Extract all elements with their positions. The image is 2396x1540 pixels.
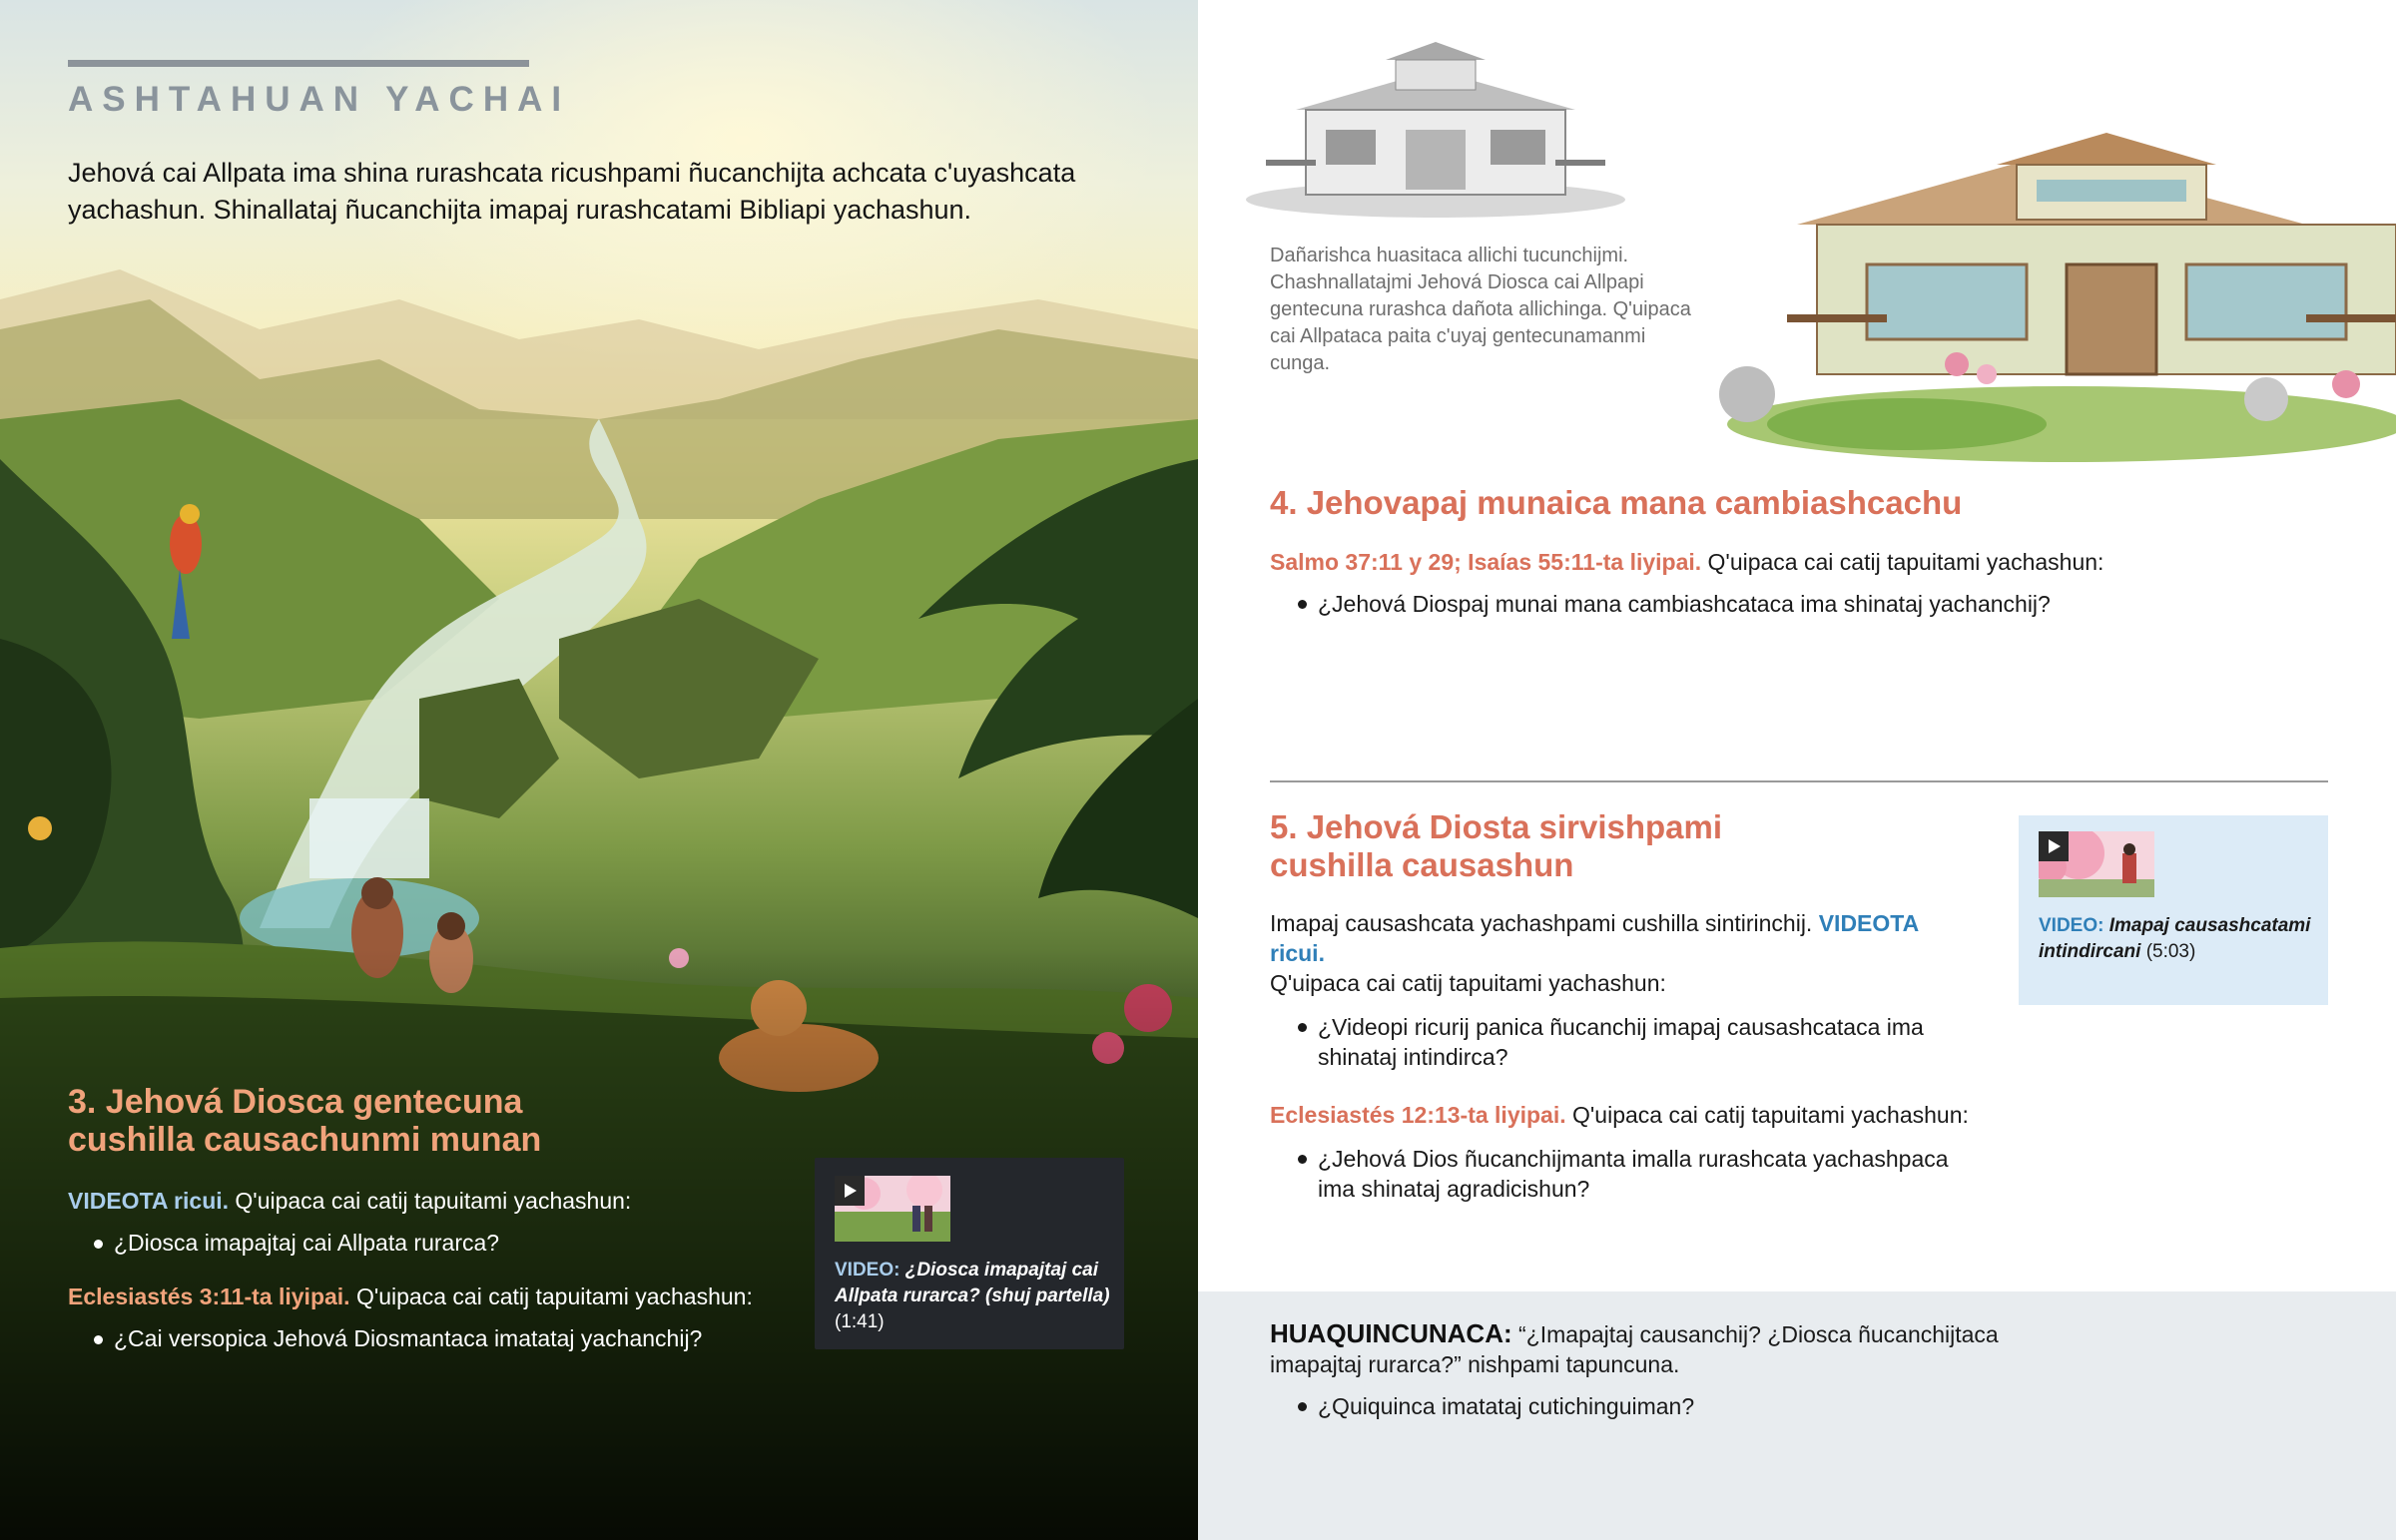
video-title[interactable]: ¿Diosca imapajtaj cai Allpata rurarca? (shuj partella) (835, 1260, 1110, 1306)
watch-video-link[interactable]: VIDEOTA ricui. (1270, 910, 1919, 966)
section-3-title-line2: cushilla causachunmi munan (68, 1121, 542, 1159)
section-4-body (1270, 547, 2328, 619)
video-caption: VIDEO: ¿Diosca imapajtaj cai Allpata rurarca? (shuj partella) (1:41) (835, 1260, 1110, 1332)
section-4-question-1: ¿Jehová Diospaj munai mana cambiashcataca ima shinataj yachanchij? (1270, 589, 2328, 619)
right-page (1198, 0, 2396, 1540)
section-divider (1270, 780, 2328, 782)
house-caption: Dañarishca huasitaca allichi tucunchijmi. Chashnallatajmi Jehová Diosca cai Allpapi gentecuna rurashca dañota allichinga. Q'uipaca cai Allpataca paita c'uyaj gentecunamanmi cunga. (1270, 245, 1691, 374)
section-5-body (1270, 908, 1969, 1204)
section-5-title-line1: 5. Jehová Diosta sirvishpami (1270, 808, 1723, 845)
section-5-title (1270, 808, 1829, 884)
section-3-instruction-1: VIDEOTA ricui. Q'uipaca cai catij tapuitami yachashun: (68, 1188, 632, 1214)
play-icon[interactable] (2039, 831, 2069, 861)
section-3-question-2: ¿Cai versopica Jehová Diosmantaca imatataj yachanchij? (68, 1321, 807, 1355)
section-4-title: 4. Jehovapaj munaica mana cambiashcachu (1270, 484, 1963, 521)
topic-title: ASHTAHUAN YACHAI (68, 80, 571, 119)
scripture-link-ecclesiastes-12-13[interactable]: Eclesiastés 12:13-ta liyipai. (1270, 1102, 1566, 1128)
section-5-question-1: ¿Videopi ricurij panica ñucanchij imapaj causashcataca ima shinataj intindirca? (1270, 1012, 1969, 1072)
summary-text (1270, 1318, 2029, 1421)
section-5-instruction-2: Eclesiastés 12:13-ta liyipai. Q'uipaca cai catij tapuitami yachashun: (1270, 1102, 1969, 1128)
section-3-title-line1: 3. Jehová Diosca gentecuna (68, 1083, 523, 1121)
section-4-instruction: Salmo 37:11 y 29; Isaías 55:11-ta liyipai. Q'uipaca cai catij tapuitami yachashun: (1270, 549, 2104, 575)
section-3-body (68, 1184, 807, 1375)
video-card-section-5[interactable] (2019, 815, 2328, 1005)
video-thumbnail[interactable] (835, 1176, 950, 1242)
video-thumbnail[interactable] (2039, 831, 2154, 897)
section-3-instruction-2: Eclesiastés 3:11-ta liyipai. Q'uipaca cai catij tapuitami yachashun: (68, 1283, 753, 1309)
play-icon[interactable] (835, 1176, 865, 1206)
video-duration: (5:03) (2145, 941, 2196, 962)
summary-statement: HUAQUINCUNACA: “¿Imapajtaj causanchij? ¿Diosca ñucanchijtaca imapajtaj rurarca?” nishpami tapuncuna. (1270, 1318, 1999, 1377)
section-5-paragraph: Imapaj causashcata yachashpami cushilla sintirinchij. VIDEOTA ricui. Q'uipaca cai catij tapuitami yachashun: (1270, 910, 1919, 996)
summary-question: ¿Quiquinca imatataj cutichinguiman? (1270, 1391, 2029, 1421)
video-title[interactable]: Imapaj causashcatami intindircani (2039, 915, 2311, 962)
video-card-section-3[interactable] (815, 1158, 1124, 1349)
section-3-question-1: ¿Diosca imapajtaj cai Allpata rurarca? (68, 1226, 807, 1260)
topic-rule (68, 60, 529, 67)
section-5-question-2: ¿Jehová Dios ñucanchijmanta imalla rurashcata yachashpaca ima shinataj agradicishun? (1270, 1144, 1969, 1204)
section-5-title-line2: cushilla causashun (1270, 846, 1574, 883)
scripture-link-psalm-isaiah[interactable]: Salmo 37:11 y 29; Isaías 55:11-ta liyipai. (1270, 549, 1702, 575)
restored-house-illustration (1707, 125, 2396, 464)
intro-paragraph: Jehová cai Allpata ima shina rurashcata ricushpami ñucanchijta achcata c'uyashcata yachashun. Shinallataj ñucanchijta imapaj rurashcatami Bibliapi yachashun. (68, 158, 1076, 225)
summary-label: HUAQUINCUNACA: (1270, 1318, 1512, 1348)
video-caption: VIDEO: Imapaj causashcatami intindircani (5:03) (2039, 915, 2311, 962)
damaged-house-illustration (1236, 30, 1635, 220)
section-3-title (68, 1083, 627, 1159)
scripture-link-ecclesiastes-3-11[interactable]: Eclesiastés 3:11-ta liyipai. (68, 1283, 350, 1309)
watch-video-link[interactable]: VIDEOTA ricui. (68, 1188, 230, 1214)
video-duration: (1:41) (835, 1311, 885, 1332)
